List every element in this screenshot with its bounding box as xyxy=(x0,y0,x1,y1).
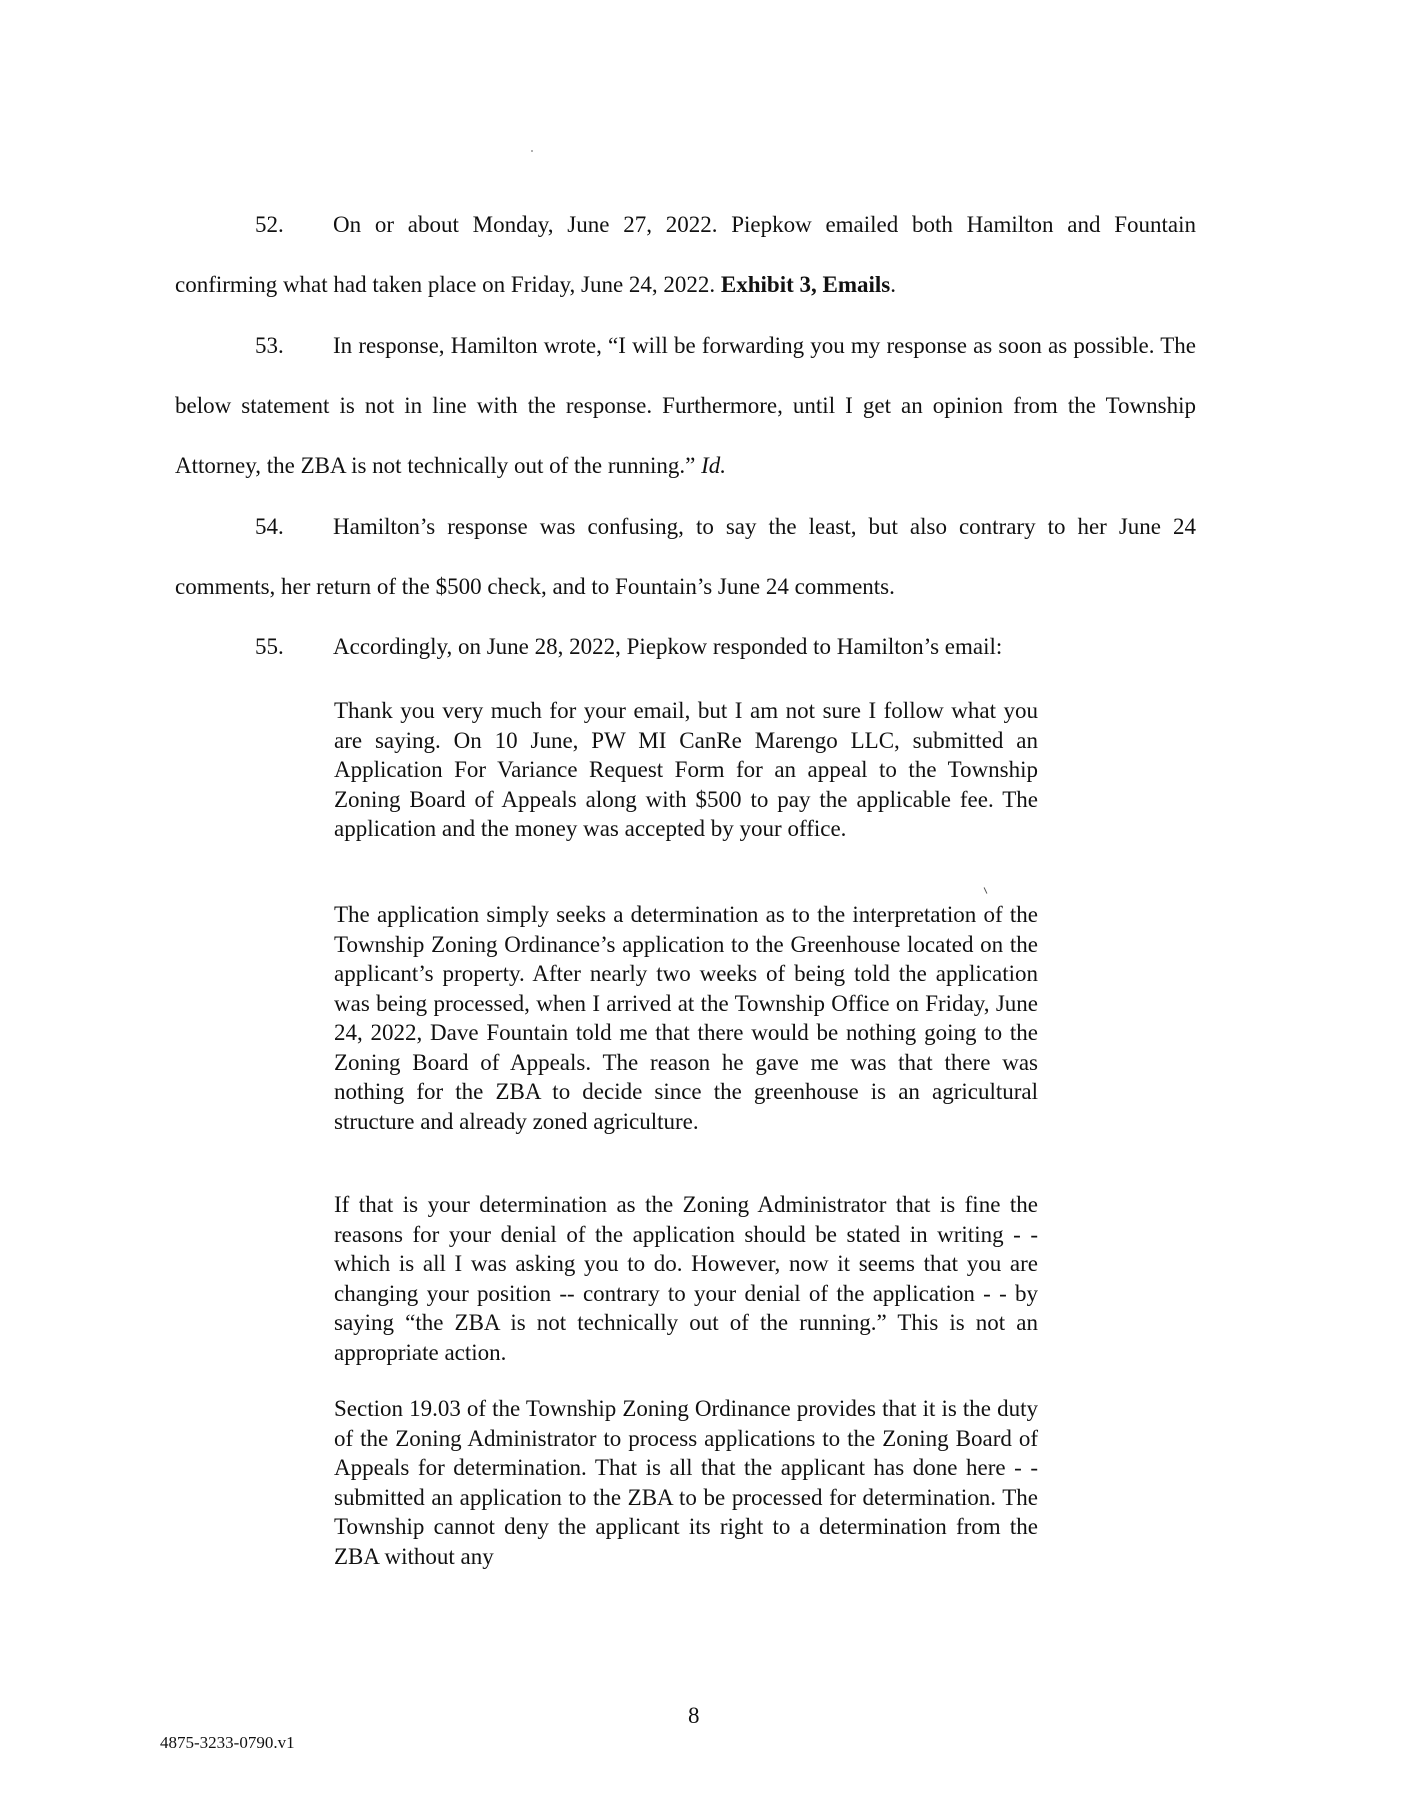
paragraph-text-end: . xyxy=(890,272,897,297)
block-quote-paragraph-4: Section 19.03 of the Township Zoning Ordinance provides that it is the duty of the Zoning Administrator to process applications to the Zoning Board of Appeals for determination. That is all that the applicant has done here - - submitted an application to the ZBA to be processed for determination. The Township cannot deny the applicant its right to a determination from the ZBA without any xyxy=(334,1396,1038,1569)
paragraph-number: 53. xyxy=(255,333,284,358)
paragraph-text: Accordingly, on June 28, 2022, Piepkow responded to Hamilton’s email: xyxy=(333,634,1003,659)
block-quote-paragraph-1: Thank you very much for your email, but I am not sure I follow what you are saying. On 10 June, PW MI CanRe Marengo LLC, submitted an Application For Variance Request Form for an appeal to the Township Zoning Board of Appeals along with $500 to pay the applicable fee. The application and the money was accepted by your office. xyxy=(334,698,1038,841)
scan-mark xyxy=(984,887,988,894)
paragraph-text: In response, Hamilton wrote, “I will be forwarding you my response as soon as possible. The below statement is not in line with the response. Furthermore, until I get an opinion from the Township Attorney, the ZBA is not technically out of the running.” xyxy=(175,333,1196,478)
id-citation: Id. xyxy=(701,453,727,478)
paragraph-text: On or about Monday, June 27, 2022. Piepkow emailed both Hamilton and Fountain confirming what had taken place on Friday, June 24, 2022. xyxy=(175,212,1196,297)
paragraph-number: 54. xyxy=(255,514,284,539)
page-number: 8 xyxy=(688,1703,700,1728)
block-quote-paragraph-2: The application simply seeks a determination as to the interpretation of the Township Zoning Ordinance’s application to the Greenhouse located on the applicant’s property. After nearly two weeks of being told the application was being processed, when I arrived at the Township Office on Friday, June 24, 2022, Dave Fountain told me that there would be nothing going to the Zoning Board of Appeals. The reason he gave me was that there was nothing for the ZBA to decide since the greenhouse is an agricultural structure and already zoned agriculture. xyxy=(334,902,1038,1134)
scan-speck xyxy=(531,150,533,152)
paragraph-text: Hamilton’s response was confusing, to say the least, but also contrary to her June 24 comments, her return of the $500 check, and to Fountain’s June 24 comments. xyxy=(175,514,1196,599)
paragraph-54 xyxy=(175,497,1196,617)
paragraph-52 xyxy=(175,195,1196,315)
document-id: 4875-3233-0790.v1 xyxy=(160,1733,295,1752)
paragraph-number: 52. xyxy=(255,212,284,237)
paragraph-55 xyxy=(175,617,1196,677)
block-quote-paragraph-3: If that is your determination as the Zoning Administrator that is fine the reasons for your denial of the application should be stated in writing - - which is all I was asking you to do. However, now it seems that you are changing your position -- contrary to your denial of the application - - by saying “the ZBA is not technically out of the running.” This is not an appropriate action. xyxy=(334,1192,1038,1365)
paragraph-53 xyxy=(175,316,1196,496)
paragraph-number: 55. xyxy=(255,634,284,659)
exhibit-citation: Exhibit 3, Emails xyxy=(720,272,891,297)
